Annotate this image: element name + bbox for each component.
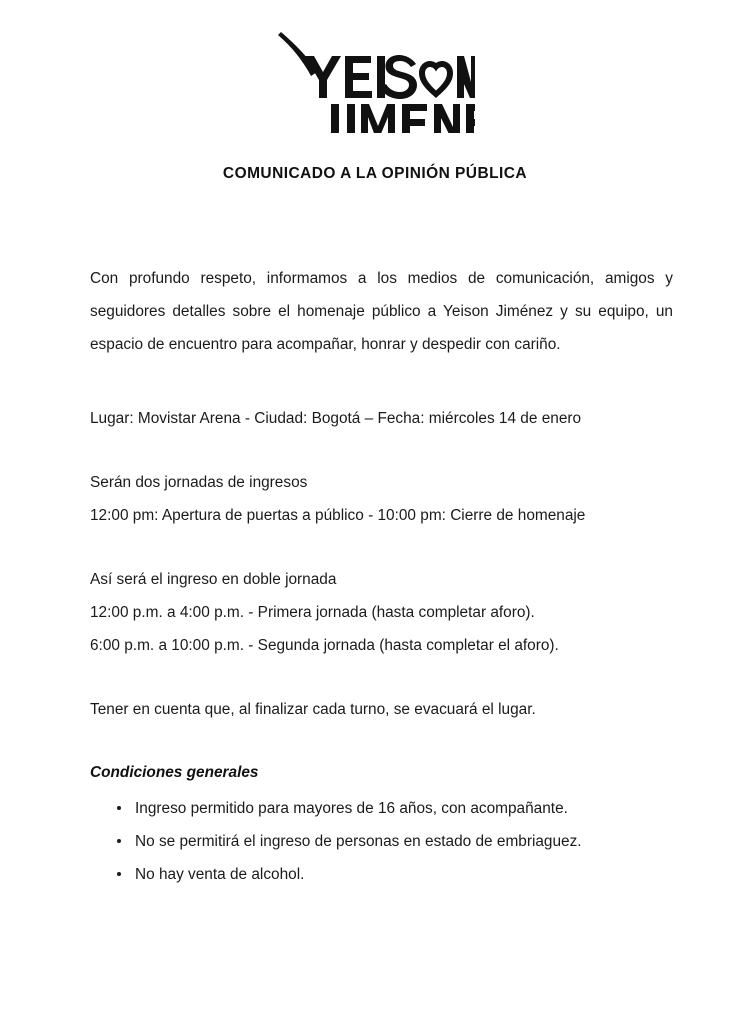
spacer: [90, 662, 673, 693]
spacer: [90, 435, 673, 466]
bullet-icon: [117, 839, 121, 843]
spacer: [90, 726, 673, 756]
list-item-label: No se permitirá el ingreso de personas en estado de embriaguez.: [135, 833, 582, 850]
shift-two-line: 6:00 p.m. a 10:00 p.m. - Segunda jornada (hasta completar el aforo).: [90, 637, 559, 654]
bullet-icon: [117, 806, 121, 810]
page-title: COMUNICADO A LA OPINIÓN PÚBLICA: [222, 165, 528, 182]
shift-one-line: 12:00 p.m. a 4:00 p.m. - Primera jornada (hasta completar aforo).: [90, 604, 535, 621]
list-item: [90, 825, 673, 858]
conditions-heading: Condiciones generales: [90, 764, 259, 781]
sessions-detail: 12:00 pm: Apertura de puertas a público - 10:00 pm: Cierre de homenaje: [90, 507, 586, 524]
venue-line: Lugar: Movistar Arena - Ciudad: Bogotá – Fecha: miércoles 14 de enero: [90, 410, 582, 427]
conditions-list: [90, 792, 673, 891]
sessions-heading: Serán dos jornadas de ingresos: [90, 474, 308, 491]
spacer: [90, 532, 673, 563]
list-item: [90, 792, 673, 825]
yeison-jimenez-logo-icon: [275, 28, 475, 133]
spacer: [90, 361, 673, 402]
brand-logo: [0, 28, 750, 138]
list-item-label: No hay venta de alcohol.: [135, 866, 305, 883]
bullet-icon: [117, 872, 121, 876]
intro-paragraph: Con profundo respeto, informamos a los medios de comunicación, amigos y seguidores detalles sobre el homenaje público a Yeison Jiménez y su equipo, un espacio de encuentro para acompañar, honrar y despedir con cariño.: [90, 270, 673, 353]
list-item: [90, 858, 673, 891]
double-shift-heading: Así será el ingreso en doble jornada: [90, 571, 337, 588]
document-body: [90, 262, 673, 891]
list-item-label: Ingreso permitido para mayores de 16 años, con acompañante.: [135, 800, 568, 817]
evacuation-notice: Tener en cuenta que, al finalizar cada turno, se evacuará el lugar.: [90, 701, 536, 718]
